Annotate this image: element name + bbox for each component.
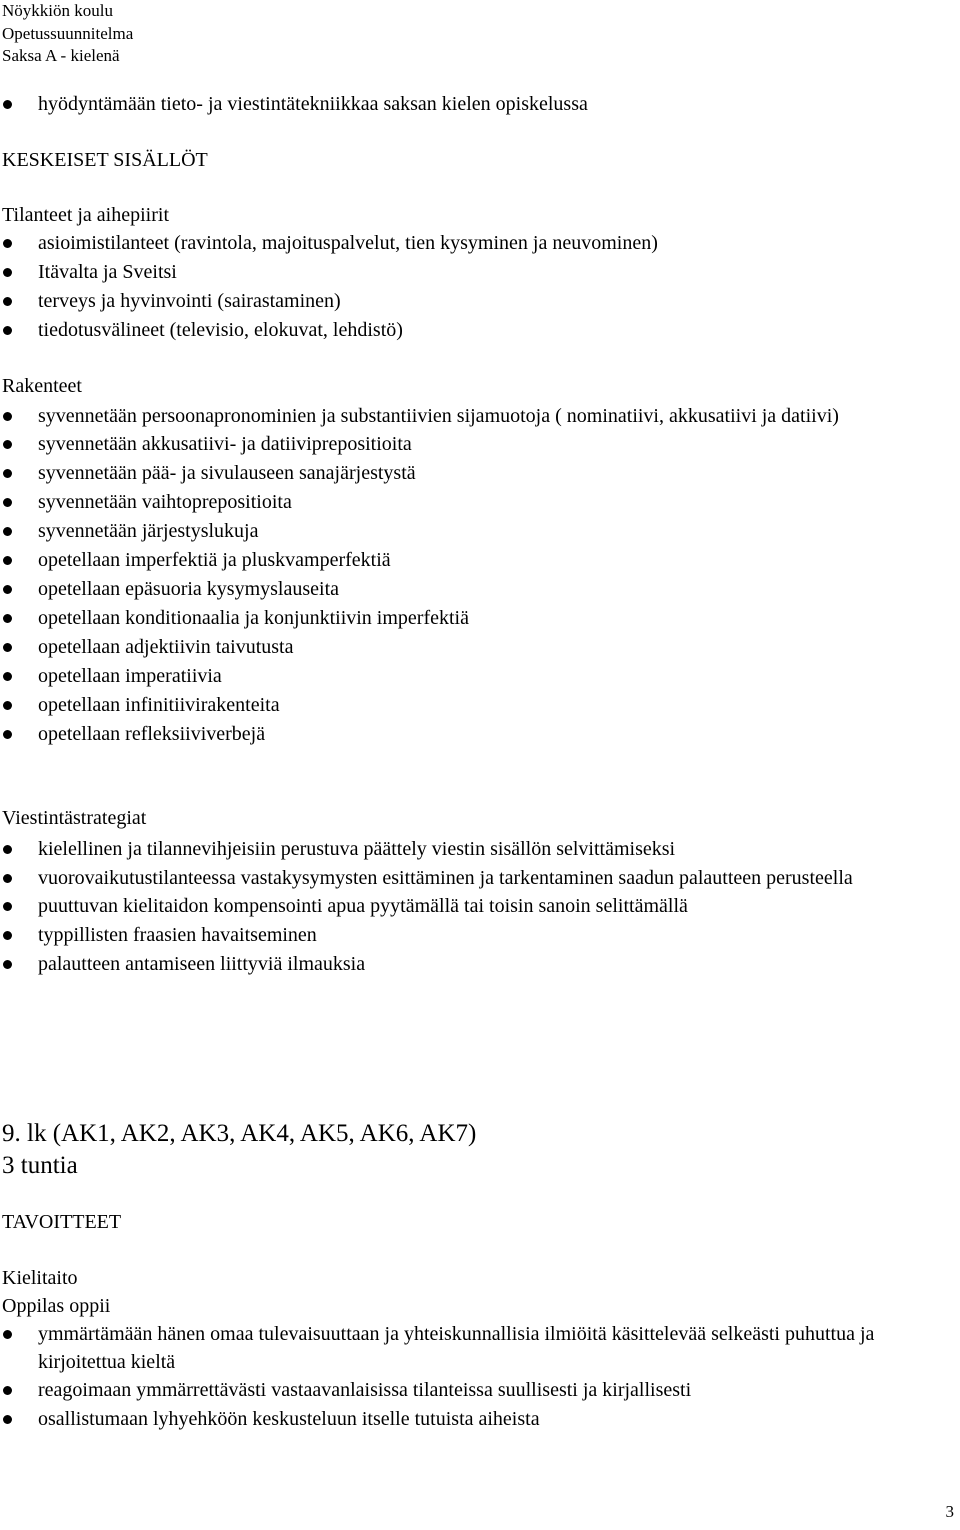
bullet-icon [3,960,12,969]
strategies-title: Viestintästrategiat [2,807,147,829]
pupil-learns-label: Oppilas oppii [2,1295,111,1317]
list-item [0,921,940,950]
bullet-icon [3,1386,12,1395]
list-item-text: opetellaan refleksiiviverbejä [38,723,266,745]
bullet-icon [3,672,12,681]
list-item [0,864,940,892]
list-item [0,1320,940,1376]
list-item-text: ymmärtämään hänen omaa tulevaisuuttaan ja yhteiskunnallisia ilmiöitä käsittelevää selkeästi puhuttua ja kirjoitettua kieltä [38,1323,875,1373]
bullet-icon [3,412,12,421]
list-item-text: puuttuvan kielitaidon kompensointi apua pyytämällä tai toisin sanoin selittämällä [38,895,688,917]
school-name: Nöykkiön koulu [2,1,113,20]
list-item [0,90,940,119]
list-item [0,459,940,488]
bullet-icon [3,701,12,710]
list-item [0,892,940,921]
list-item [0,691,940,720]
list-item [0,575,940,604]
bullet-icon [3,527,12,536]
bullet-icon [3,239,12,248]
bullet-icon [3,440,12,449]
bullet-icon [3,297,12,306]
bullet-icon [3,845,12,854]
list-item [0,430,940,459]
list-item [0,633,940,662]
goals-title: TAVOITTEET [2,1211,122,1233]
bullet-icon [3,100,12,109]
document-type: Opetussuunnitelma [2,23,134,43]
structures-list [0,402,940,749]
list-item-text: opetellaan konditionaalia ja konjunktiivin imperfektiä [38,607,469,629]
list-item-text: typpillisten fraasien havaitseminen [38,924,317,946]
list-item-text: opetellaan imperatiivia [38,665,222,687]
grade-hours: 3 tuntia [2,1152,78,1179]
list-item [0,1405,940,1434]
strategies-list [0,835,940,979]
list-item [0,287,940,316]
bullet-icon [3,874,12,883]
bullet-icon [3,498,12,507]
bullet-icon [3,902,12,911]
list-item [0,517,940,546]
bullet-icon [3,931,12,940]
list-item-text: opetellaan adjektiivin taivutusta [38,636,294,658]
list-item [0,229,940,258]
list-item [0,546,940,575]
list-item-text: asioimistilanteet (ravintola, majoituspalvelut, tien kysyminen ja neuvominen) [38,232,658,254]
list-item-text: kielellinen ja tilannevihjeisiin perustuva päättely viestin sisällön selvittämiseksi [38,838,676,860]
language-skill-title: Kielitaito [2,1267,78,1289]
list-item-text: syvennetään pää- ja sivulauseen sanajärjestystä [38,462,416,484]
bullet-icon [3,1415,12,1424]
list-item-text: palautteen antamiseen liittyviä ilmauksia [38,953,366,975]
bullet-icon [3,326,12,335]
list-item [0,316,940,345]
list-item [0,662,940,691]
list-item [0,835,940,864]
goals-list [0,1320,940,1434]
list-item-text: hyödyntämään tieto- ja viestintätekniikkaa saksan kielen opiskelussa [38,93,588,115]
bullet-icon [3,556,12,565]
page-number: 3 [945,1502,954,1521]
bullet-icon [3,1330,12,1339]
list-item [0,604,940,633]
list-item-text: Itävalta ja Sveitsi [38,261,177,283]
bullet-icon [3,614,12,623]
intro-list [0,90,940,119]
list-item-text: syvennetään vaihtoprepositioita [38,491,292,513]
grade-title: 9. lk (AK1, AK2, AK3, AK4, AK5, AK6, AK7) [2,1120,477,1147]
list-item-text: opetellaan epäsuoria kysymyslauseita [38,578,340,600]
bullet-icon [3,469,12,478]
list-item [0,488,940,517]
list-item-text: syvennetään järjestyslukuja [38,520,259,542]
list-item-text: syvennetään persoonapronominien ja substantiivien sijamuotoja ( nominatiivi, akkusatiivi ja datiivi) [38,405,839,427]
list-item-text: terveys ja hyvinvointi (sairastaminen) [38,290,341,312]
list-item [0,950,940,979]
list-item [0,402,940,430]
list-item-text: syvennetään akkusatiivi- ja datiiviprepositioita [38,433,412,455]
bullet-icon [3,643,12,652]
list-item-text: vuorovaikutustilanteessa vastakysymysten esittäminen ja tarkentaminen saadun palautteen perusteella [38,867,853,889]
list-item-text: reagoimaan ymmärrettävästi vastaavanlaisissa tilanteissa suullisesti ja kirjallisesti [38,1379,692,1401]
bullet-icon [3,268,12,277]
list-item [0,720,940,749]
list-item-text: osallistumaan lyhyehköön keskusteluun itselle tutuista aiheista [38,1408,540,1430]
section-title-key-contents: KESKEISET SISÄLLÖT [2,149,208,171]
list-item [0,258,940,287]
situations-list [0,229,940,345]
bullet-icon [3,730,12,739]
structures-title: Rakenteet [2,375,82,397]
document-header [2,0,133,68]
subject-name: Saksa A - kielenä [2,46,120,65]
list-item [0,1376,940,1405]
list-item-text: tiedotusvälineet (televisio, elokuvat, lehdistö) [38,319,403,341]
bullet-icon [3,585,12,594]
list-item-text: opetellaan infinitiivirakenteita [38,694,280,716]
situations-title: Tilanteet ja aihepiirit [2,204,170,226]
list-item-text: opetellaan imperfektiä ja pluskvamperfektiä [38,549,391,571]
